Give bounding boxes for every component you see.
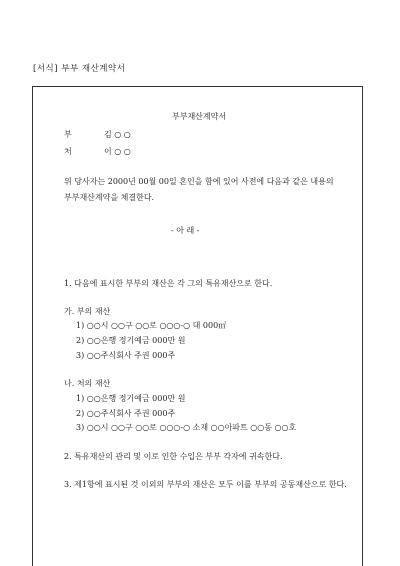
separator-heading: - 아 래 -	[171, 226, 200, 235]
clause-3: 3. 제1항에 표시된 것 이외의 부부의 재산은 모두 이를 부부의 공동재산으로 한다.	[64, 480, 347, 489]
intro-line-1: 위 당사자는 2000년 00월 00일 혼인을 함에 있어 사전에 다음과 같은 내용의	[64, 177, 334, 186]
section-a-heading: 가. 부의 재산	[64, 307, 111, 316]
section-a-item: 3) ○○주식회사 주권 000주	[76, 351, 176, 360]
section-b-item: 2) ○○주식회사 주권 000주	[76, 409, 176, 418]
party-wife-role: 처	[64, 147, 72, 156]
section-b-item: 1) ○○은행 정기예금 000만 원	[76, 394, 186, 403]
clause-2: 2. 특유재산의 관리 및 이로 인한 수입은 부부 각자에 귀속한다.	[64, 452, 283, 461]
party-husband-role: 부	[64, 130, 72, 139]
party-wife-name: 이 ○ ○	[104, 147, 131, 156]
section-b-item: 3) ○○시 ○○구 ○○로 ○○○-○ 소재 ○○아파트 ○○동 ○○호	[76, 423, 297, 432]
intro-line-2: 부부재산계약을 체결한다.	[64, 193, 155, 202]
section-a-item: 1) ○○시 ○○구 ○○로 ○○○-○ 대 000㎡	[76, 321, 227, 330]
clause-1: 1. 다음에 표시한 부부의 재산은 각 그의 특유재산으로 한다.	[64, 279, 273, 288]
party-husband-name: 김 ○ ○	[104, 130, 131, 139]
form-caption: [서식] 부부 재산계약서	[33, 64, 126, 74]
section-b-heading: 나. 처의 재산	[64, 379, 111, 388]
document-title: 부부재산계약서	[172, 112, 227, 121]
section-a-item: 2) ○○은행 정기예금 000만 원	[76, 336, 186, 345]
